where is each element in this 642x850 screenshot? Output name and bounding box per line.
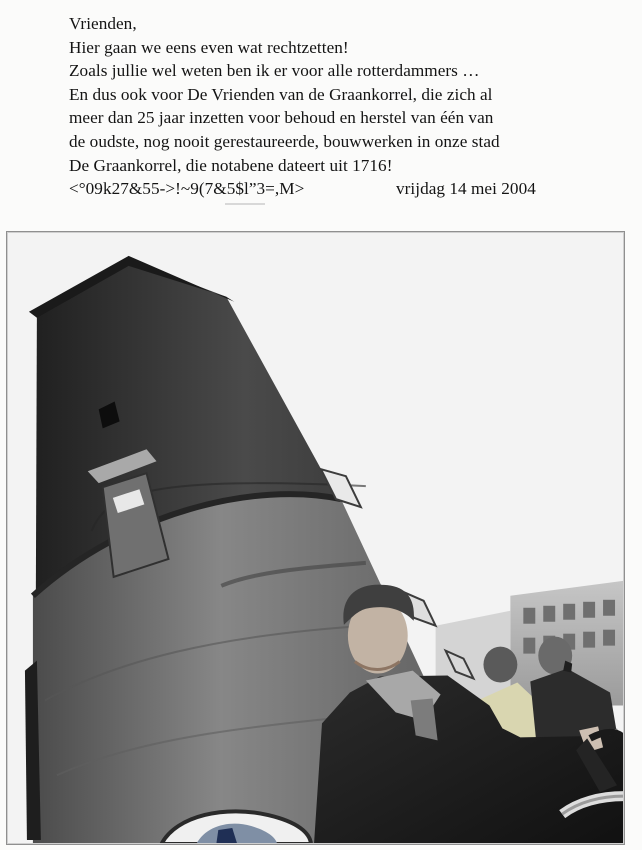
divider-mark (225, 203, 265, 205)
letter-line-5: meer dan 25 jaar inzetten voor behoud en herstel van één van (69, 108, 494, 128)
letter-salutation: Vrienden, (69, 14, 137, 33)
letter-footer (69, 177, 609, 201)
letter-line-2: Hier gaan we eens even wat rechtzetten! (69, 37, 349, 57)
letter-line-6: de oudste, nog nooit gerestaureerde, bouwwerken in onze stad (69, 131, 500, 151)
letter-line-4: En dus ook voor De Vrienden van de Graankorrel, die zich al (69, 84, 493, 104)
letter-line-3: Zoals jullie wel weten ben ik er voor alle rotterdammers … (69, 61, 480, 81)
windmill-photo (6, 231, 625, 845)
letter-line-7: De Graankorrel, die notabene dateert uit 1716! (69, 155, 393, 175)
letter-date: vrijdag 14 mei 2004 (396, 179, 536, 199)
letter-code: <°09k27&55->!~9(7&5$l”3=,M> (69, 179, 305, 199)
windmill-photo-illustration (7, 232, 624, 844)
letter-text (69, 12, 609, 201)
